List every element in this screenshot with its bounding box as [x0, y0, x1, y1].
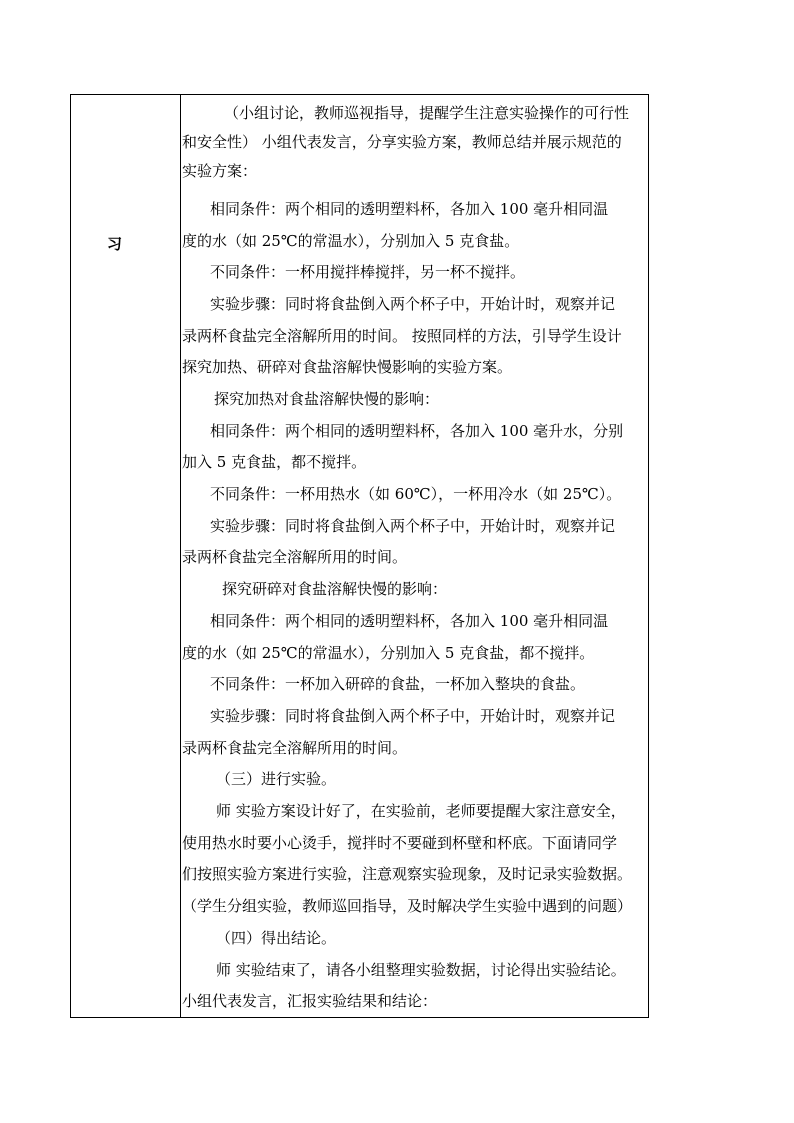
text-line: 实验步骤：同时将食盐倒入两个杯子中，开始计时，观察并记 [210, 707, 616, 725]
text-line: 相同条件：两个相同的透明塑料杯，各加入 100 毫升相同温 [210, 200, 609, 218]
text-line: 小组代表发言，汇报实验结果和结论： [182, 992, 438, 1010]
text-line: 加入 5 克食盐，都不搅拌。 [182, 453, 367, 471]
text-line: 探究研碎对食盐溶解快慢的影响： [222, 580, 448, 598]
lesson-table [70, 94, 649, 1018]
text-line: 录两杯食盐完全溶解所用的时间。 [182, 739, 408, 757]
text-line: 不同条件：一杯加入研碎的食盐，一杯加入整块的食盐。 [210, 675, 586, 693]
text-line: 录两杯食盐完全溶解所用的时间。 按照同样的方法，引导学生设计 [182, 327, 622, 345]
text-line: 不同条件：一杯用热水（如 60℃），一杯用冷水（如 25℃）。 [210, 485, 622, 503]
text-line: 相同条件：两个相同的透明塑料杯，各加入 100 毫升相同温 [210, 612, 609, 630]
text-line: 实验步骤：同时将食盐倒入两个杯子中，开始计时，观察并记 [210, 295, 616, 313]
text-line: 度的水（如 25℃的常温水），分别加入 5 克食盐，都不搅拌。 [182, 644, 595, 662]
text-line: 们按照实验方案进行实验，注意观察实验现象，及时记录实验数据。 [182, 865, 633, 883]
text-line: 录两杯食盐完全溶解所用的时间。 [182, 548, 408, 566]
text-line: （四）得出结论。 [216, 929, 337, 947]
text-line: （小组讨论，教师巡视指导，提醒学生注意实验操作的可行性 [224, 104, 630, 122]
text-line: 探究加热、研碎对食盐溶解快慢影响的实验方案。 [182, 358, 513, 376]
text-line: 不同条件：一杯用搅拌棒搅拌，另一杯不搅拌。 [210, 263, 526, 281]
text-line: 和安全性） 小组代表发言，分享实验方案，教师总结并展示规范的 [182, 133, 622, 151]
left-cell-label: 习 [107, 235, 123, 253]
text-line: 探究加热对食盐溶解快慢的影响： [214, 390, 440, 408]
text-line: 相同条件：两个相同的透明塑料杯，各加入 100 毫升水，分别 [210, 422, 624, 440]
text-line: （三）进行实验。 [216, 770, 337, 788]
text-line: 使用热水时要小心烫手，搅拌时不要碰到杯壁和杯底。下面请同学 [182, 834, 618, 852]
text-line: 师 实验结束了，请各小组整理实验数据，讨论得出实验结论。 [216, 961, 626, 979]
text-line: 度的水（如 25℃的常温水），分别加入 5 克食盐。 [182, 232, 520, 250]
text-line: 实验步骤：同时将食盐倒入两个杯子中，开始计时，观察并记 [210, 517, 616, 535]
text-line: 师 实验方案设计好了，在实验前，老师要提醒大家注意安全， [216, 802, 626, 820]
column-divider [180, 95, 181, 1017]
text-line: （学生分组实验，教师巡回指导，及时解决学生实验中遇到的问题） [182, 897, 633, 915]
text-line: 实验方案： [182, 162, 258, 180]
